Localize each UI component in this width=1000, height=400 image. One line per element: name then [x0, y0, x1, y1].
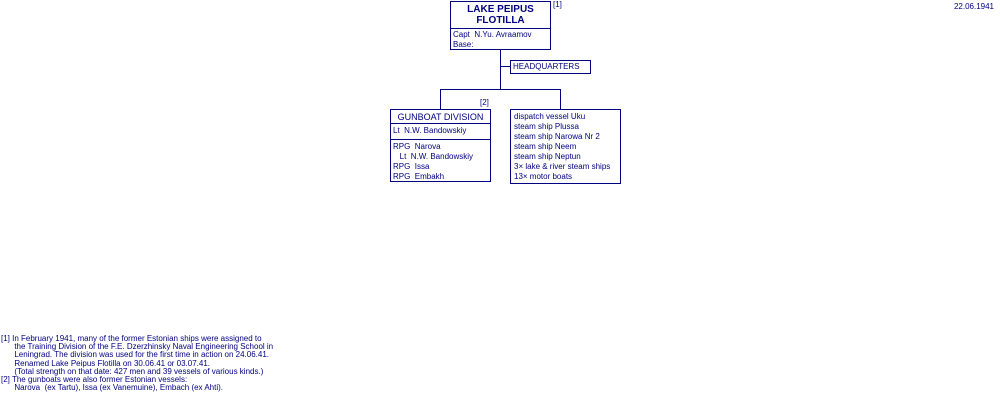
flotilla-title-line1: LAKE PEIPUS	[467, 4, 534, 15]
vessel-item: 13× motor boats	[514, 172, 573, 181]
footnote-line: the Training Division of the F.E. Dzerzhinsky Naval Engineering School in	[1, 342, 274, 352]
footnote-line: [2] The gunboats were also former Estonian vessels:	[1, 375, 188, 385]
vessels-list	[511, 110, 620, 182]
footnotes	[1, 335, 273, 392]
connector-hq-stub	[500, 66, 510, 67]
connector-flotilla-down	[500, 50, 501, 90]
headquarters-label: HEADQUARTERS	[513, 62, 580, 71]
headquarters-box	[510, 60, 591, 74]
footnote-line: (Total strength on that date: 427 men and 39 vessels of various kinds.)	[1, 366, 264, 376]
footnote-line: Renamed Lake Peipus Flotilla on 30.06.41 or 03.07.41.	[1, 358, 211, 368]
date-label: 22.06.1941	[953, 2, 994, 11]
gunboat-ship-list	[391, 140, 490, 182]
footnote-line: Narova (ex Tartu), Issa (ex Vanemuine), Embach (ex Ahti).	[1, 383, 224, 393]
vessel-item: dispatch vessel Uku	[514, 112, 586, 121]
footnote-line: [1] In February 1941, many of the former Estonian ships were assigned to	[1, 334, 262, 343]
footnote-line: Leningrad. The division was used for the first time in action on 24.06.41.	[1, 350, 270, 360]
vessel-item: 3× lake & river steam ships	[514, 162, 611, 171]
vessels-box	[510, 109, 621, 184]
gunboat-footnote-ref: [2]	[480, 98, 489, 107]
vessel-item: steam ship Narowa Nr 2	[514, 132, 600, 141]
gunboat-ship-item: RPG Embakh	[393, 172, 445, 181]
flotilla-footnote-ref: [1]	[553, 0, 562, 9]
vessel-item: steam ship Neem	[514, 142, 577, 151]
gunboat-division-box	[390, 109, 491, 182]
gunboat-ship-item: Lt N.W. Bandowskiy	[393, 152, 474, 161]
flotilla-box	[450, 1, 551, 50]
connector-left-down	[440, 89, 441, 109]
vessel-item: steam ship Neptun	[514, 152, 581, 161]
flotilla-title	[451, 2, 550, 26]
gunboat-ship-item: RPG Narova	[393, 142, 441, 151]
vessel-item: steam ship Plussa	[514, 122, 579, 131]
connector-right-down	[560, 89, 561, 109]
gunboat-commander: Lt N.W. Bandowskiy	[393, 126, 467, 135]
flotilla-base: Base:	[453, 40, 474, 49]
gunboat-division-title: GUNBOAT DIVISION	[397, 112, 484, 122]
connector-horizontal	[440, 89, 561, 90]
flotilla-commander: Capt N.Yu. Avraamov	[453, 30, 532, 39]
flotilla-title-line2: FLOTILLA	[476, 15, 525, 26]
gunboat-ship-item: RPG Issa	[393, 162, 430, 171]
